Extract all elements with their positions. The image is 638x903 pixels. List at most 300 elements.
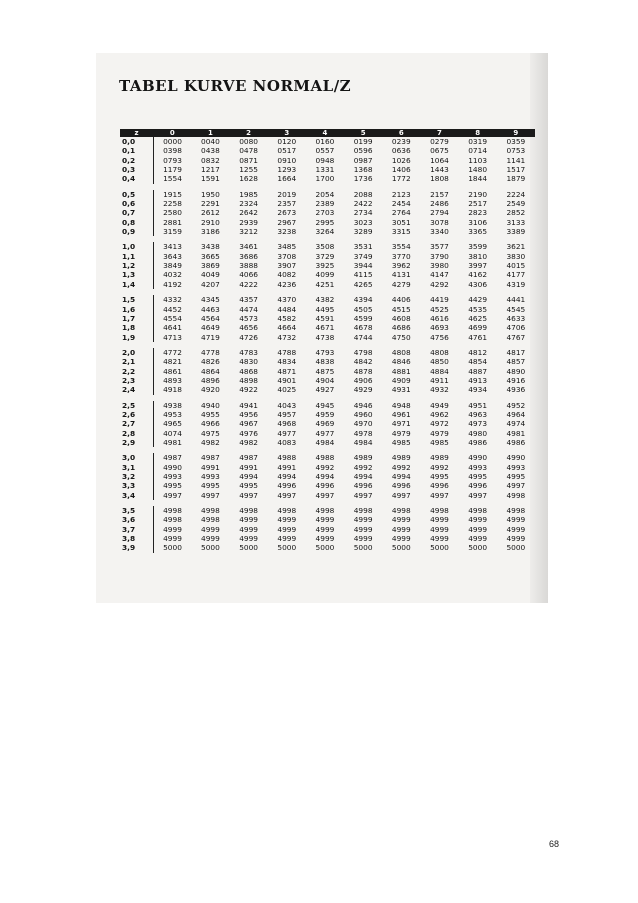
- probability-cell: 4608: [391, 313, 411, 323]
- probability-cell: 3023: [353, 217, 373, 227]
- z-table-body: [120, 137, 535, 553]
- probability-cell: 4940: [201, 400, 220, 410]
- probability-cell: 0753: [506, 146, 526, 156]
- probability-cell: 4535: [468, 304, 488, 314]
- probability-cell: 0557: [315, 146, 335, 156]
- probability-cell: 4798: [353, 347, 373, 357]
- probability-cell: 1517: [506, 165, 526, 175]
- probability-cell: 4332: [163, 295, 182, 305]
- probability-cell: 4929: [353, 385, 373, 395]
- probability-cell: 4999: [506, 515, 526, 525]
- probability-cell: 3643: [163, 251, 182, 261]
- probability-cell: 4922: [239, 385, 259, 395]
- probability-cell: 4838: [315, 357, 335, 367]
- probability-cell: 4992: [391, 462, 411, 472]
- probability-cell: 4999: [391, 534, 411, 544]
- probability-cell: 4993: [468, 462, 488, 472]
- probability-cell: 4994: [277, 472, 297, 481]
- probability-cell: 2580: [163, 208, 182, 218]
- probability-cell: 4043: [277, 400, 297, 410]
- probability-cell: 3686: [239, 251, 259, 261]
- probability-cell: 3749: [353, 251, 373, 261]
- probability-cell: 4419: [430, 295, 449, 305]
- probability-cell: 4699: [468, 323, 488, 333]
- probability-cell: 4966: [201, 419, 220, 429]
- probability-cell: 4999: [430, 534, 449, 544]
- probability-cell: 5000: [315, 543, 335, 553]
- table-row: [120, 543, 535, 552]
- probability-cell: 4998: [430, 506, 449, 516]
- probability-cell: 1950: [201, 189, 220, 199]
- probability-cell: 5000: [239, 543, 259, 553]
- probability-cell: 4525: [430, 304, 449, 314]
- probability-cell: 4997: [468, 490, 488, 500]
- probability-cell: 4999: [315, 524, 335, 534]
- probability-cell: 4357: [239, 295, 259, 305]
- probability-cell: 4973: [468, 419, 488, 429]
- probability-cell: 4948: [391, 400, 411, 410]
- probability-cell: 3078: [430, 217, 449, 227]
- probability-cell: 4997: [163, 490, 182, 500]
- probability-cell: 3389: [506, 227, 526, 237]
- probability-cell: 4998: [315, 506, 335, 516]
- probability-cell: 4131: [391, 270, 411, 280]
- probability-cell: 4999: [163, 534, 182, 544]
- probability-cell: 4817: [506, 347, 526, 357]
- z-table: [120, 129, 535, 553]
- table-row: [120, 305, 535, 314]
- probability-cell: 2995: [315, 217, 335, 227]
- probability-cell: 4881: [391, 366, 411, 376]
- probability-cell: 0080: [239, 137, 259, 146]
- probability-cell: 4993: [201, 472, 220, 481]
- probability-cell: 4370: [277, 295, 297, 305]
- probability-cell: 4909: [391, 375, 411, 385]
- probability-cell: 4916: [506, 375, 526, 385]
- probability-cell: 4406: [391, 295, 411, 305]
- probability-cell: 2054: [315, 189, 335, 199]
- probability-cell: 4429: [468, 295, 488, 305]
- probability-cell: 4394: [353, 295, 373, 305]
- header-3: 3: [284, 129, 290, 137]
- probability-cell: 4946: [353, 400, 373, 410]
- table-row: [120, 314, 535, 323]
- probability-cell: 4878: [353, 366, 373, 376]
- probability-cell: 4756: [430, 332, 449, 342]
- probability-cell: 2324: [239, 199, 259, 209]
- probability-cell: 4984: [315, 437, 335, 447]
- probability-cell: 4995: [239, 481, 259, 491]
- probability-cell: 2881: [163, 217, 182, 227]
- probability-cell: 4999: [353, 524, 373, 534]
- probability-cell: 2291: [201, 199, 220, 209]
- probability-cell: 5000: [353, 543, 373, 553]
- probability-cell: 2642: [239, 208, 259, 218]
- probability-cell: 4382: [315, 295, 335, 305]
- probability-cell: 0517: [277, 146, 297, 156]
- table-row: [120, 165, 535, 174]
- probability-cell: 4693: [430, 323, 449, 333]
- probability-cell: 2734: [353, 208, 373, 218]
- probability-cell: 4974: [506, 419, 526, 429]
- probability-cell: 2703: [315, 208, 335, 218]
- table-row: [120, 506, 535, 515]
- probability-cell: 4821: [163, 357, 182, 367]
- probability-cell: 4991: [201, 462, 220, 472]
- probability-cell: 4979: [430, 428, 449, 438]
- probability-cell: 2852: [506, 208, 526, 218]
- probability-cell: 1985: [239, 189, 259, 199]
- probability-cell: 4898: [239, 375, 259, 385]
- probability-cell: 2258: [163, 199, 182, 209]
- probability-cell: 4936: [506, 385, 526, 395]
- z-value-cell: 2,8: [120, 429, 153, 438]
- probability-cell: 4998: [506, 490, 526, 500]
- probability-cell: 4999: [353, 515, 373, 525]
- probability-cell: 4911: [430, 375, 449, 385]
- z-value-cell: 0,8: [120, 218, 153, 227]
- probability-cell: 4986: [506, 437, 526, 447]
- probability-cell: 4972: [430, 419, 449, 429]
- probability-cell: 4955: [201, 409, 220, 419]
- probability-cell: 4994: [239, 472, 259, 481]
- header-5: 5: [360, 129, 366, 137]
- probability-cell: 4931: [391, 385, 411, 395]
- probability-cell: 0120: [277, 137, 297, 146]
- probability-cell: 4826: [201, 357, 220, 367]
- probability-cell: 4996: [315, 481, 335, 491]
- probability-cell: 4913: [468, 375, 488, 385]
- z-value-cell: 3,0: [120, 453, 153, 462]
- z-value-cell: 3,8: [120, 534, 153, 543]
- probability-cell: 4850: [430, 357, 449, 367]
- probability-cell: 4997: [277, 490, 297, 500]
- probability-cell: 4976: [239, 428, 259, 438]
- probability-cell: 4985: [430, 437, 449, 447]
- probability-cell: 4999: [277, 515, 297, 525]
- probability-cell: 4981: [163, 437, 182, 447]
- probability-cell: 4032: [163, 270, 182, 280]
- probability-cell: 4991: [277, 462, 297, 472]
- probability-cell: 4099: [315, 270, 335, 280]
- probability-cell: 3849: [163, 261, 182, 271]
- probability-cell: 4995: [468, 472, 488, 481]
- probability-cell: 4999: [163, 524, 182, 534]
- probability-cell: 4083: [277, 437, 297, 447]
- probability-cell: 4989: [391, 453, 411, 463]
- probability-cell: 1217: [201, 165, 220, 175]
- probability-cell: 0239: [391, 137, 411, 146]
- probability-cell: 0359: [506, 137, 526, 146]
- probability-cell: 2190: [468, 189, 488, 199]
- probability-cell: 4938: [163, 400, 182, 410]
- probability-cell: 0675: [430, 146, 449, 156]
- probability-cell: 4564: [201, 313, 220, 323]
- probability-cell: 4761: [468, 332, 488, 342]
- probability-cell: 3962: [391, 261, 411, 271]
- probability-cell: 4251: [315, 279, 335, 289]
- probability-cell: 4957: [277, 409, 297, 419]
- probability-cell: 4808: [430, 347, 449, 357]
- probability-cell: 0596: [353, 146, 373, 156]
- z-value-cell: 0,7: [120, 208, 153, 217]
- probability-cell: 4999: [391, 524, 411, 534]
- z-value-cell: 3,9: [120, 543, 153, 552]
- probability-cell: 0199: [353, 137, 373, 146]
- probability-cell: 3770: [391, 251, 411, 261]
- probability-cell: 4441: [506, 295, 526, 305]
- probability-cell: 3413: [163, 242, 182, 252]
- probability-cell: 4999: [277, 534, 297, 544]
- probability-cell: 3289: [353, 227, 373, 237]
- probability-cell: 4842: [353, 357, 373, 367]
- probability-cell: 4896: [201, 375, 220, 385]
- z-value-cell: 2,0: [120, 348, 153, 357]
- table-row: [120, 429, 535, 438]
- probability-cell: 4992: [315, 462, 335, 472]
- probability-cell: 4995: [430, 472, 449, 481]
- probability-cell: 4115: [353, 270, 373, 280]
- probability-cell: 3051: [391, 217, 411, 227]
- probability-cell: 4192: [163, 279, 182, 289]
- table-row: [120, 525, 535, 534]
- probability-cell: 4649: [201, 323, 220, 333]
- probability-cell: 3708: [277, 251, 297, 261]
- probability-cell: 4996: [468, 481, 488, 491]
- header-6: 6: [398, 129, 404, 137]
- probability-cell: 4834: [277, 357, 297, 367]
- z-value-cell: 0,5: [120, 190, 153, 199]
- probability-cell: 4998: [353, 506, 373, 516]
- probability-cell: 2088: [353, 189, 373, 199]
- probability-cell: 2019: [277, 189, 297, 199]
- probability-cell: 3438: [201, 242, 220, 252]
- probability-cell: 4306: [468, 279, 488, 289]
- probability-cell: 4904: [315, 375, 335, 385]
- probability-cell: 1915: [163, 189, 182, 199]
- probability-cell: 4991: [239, 462, 259, 472]
- table-row: [120, 252, 535, 261]
- probability-cell: 4846: [391, 357, 411, 367]
- probability-cell: 3888: [239, 261, 259, 271]
- probability-cell: 4686: [391, 323, 411, 333]
- probability-cell: 4767: [506, 332, 526, 342]
- probability-cell: 1406: [391, 165, 411, 175]
- probability-cell: 4706: [506, 323, 526, 333]
- probability-cell: 3264: [315, 227, 335, 237]
- probability-cell: 0871: [239, 155, 259, 165]
- header-7: 7: [437, 129, 442, 137]
- probability-cell: 4993: [506, 462, 526, 472]
- probability-cell: 3212: [239, 227, 259, 237]
- probability-cell: 4495: [315, 304, 335, 314]
- probability-cell: 4222: [239, 279, 259, 289]
- probability-cell: 4893: [163, 375, 182, 385]
- probability-cell: 4857: [506, 357, 526, 367]
- probability-cell: 3238: [277, 227, 297, 237]
- table-row: [120, 261, 535, 270]
- probability-cell: 1255: [239, 165, 259, 175]
- probability-cell: 4452: [163, 304, 182, 314]
- table-row: [120, 401, 535, 410]
- probability-cell: 3106: [468, 217, 488, 227]
- z-value-cell: 3,3: [120, 481, 153, 490]
- probability-cell: 4918: [163, 385, 182, 395]
- header-0: 0: [169, 129, 175, 137]
- z-value-cell: 0,3: [120, 165, 153, 174]
- probability-cell: 3907: [277, 261, 297, 271]
- probability-cell: 3869: [201, 261, 220, 271]
- probability-cell: 4965: [163, 419, 182, 429]
- probability-cell: 0160: [315, 137, 335, 146]
- probability-cell: 0832: [201, 155, 220, 165]
- probability-cell: 4982: [201, 437, 220, 447]
- probability-cell: 0398: [163, 146, 182, 156]
- probability-cell: 4582: [277, 313, 297, 323]
- probability-cell: 4074: [163, 428, 182, 438]
- probability-cell: 4082: [277, 270, 297, 280]
- probability-cell: 0714: [468, 146, 488, 156]
- header-8: 8: [475, 129, 481, 137]
- probability-cell: 4998: [201, 515, 220, 525]
- z-value-cell: 3,2: [120, 472, 153, 481]
- z-value-cell: 3,1: [120, 463, 153, 472]
- table-row: [120, 218, 535, 227]
- z-table-header-row: [120, 129, 535, 137]
- scanned-page: [96, 53, 548, 603]
- probability-cell: 4554: [163, 313, 182, 323]
- probability-cell: 5000: [277, 543, 297, 553]
- probability-cell: 4641: [163, 323, 182, 333]
- probability-cell: 5000: [391, 543, 411, 553]
- z-value-cell: 3,4: [120, 491, 153, 500]
- probability-cell: 2612: [201, 208, 220, 218]
- probability-cell: 2517: [468, 199, 488, 209]
- probability-cell: 1331: [315, 165, 335, 175]
- probability-cell: 4996: [430, 481, 449, 491]
- probability-cell: 4573: [239, 313, 259, 323]
- probability-cell: 4998: [506, 506, 526, 516]
- probability-cell: 4345: [201, 295, 220, 305]
- probability-cell: 2486: [430, 199, 449, 209]
- probability-cell: 4890: [506, 366, 526, 376]
- probability-cell: 4545: [506, 304, 526, 314]
- table-row: [120, 472, 535, 481]
- table-row: [120, 463, 535, 472]
- probability-cell: 4887: [468, 366, 488, 376]
- probability-cell: 4207: [201, 279, 220, 289]
- probability-cell: 4998: [468, 506, 488, 516]
- probability-cell: 4986: [468, 437, 488, 447]
- probability-cell: 2454: [391, 199, 411, 209]
- probability-cell: 4719: [201, 332, 220, 342]
- z-value-cell: 2,1: [120, 357, 153, 366]
- probability-cell: 1480: [468, 165, 488, 175]
- probability-cell: 4985: [391, 437, 411, 447]
- probability-cell: 2910: [201, 217, 220, 227]
- probability-cell: 4505: [353, 304, 373, 314]
- table-row: [120, 357, 535, 366]
- z-value-cell: 1,1: [120, 252, 153, 261]
- probability-cell: 4934: [468, 385, 488, 395]
- header-9: 9: [513, 129, 519, 137]
- probability-cell: 4980: [468, 428, 488, 438]
- probability-cell: 4990: [506, 453, 526, 463]
- probability-cell: 4994: [315, 472, 335, 481]
- probability-cell: 5000: [506, 543, 526, 553]
- probability-cell: 3944: [353, 261, 373, 271]
- table-row: [120, 376, 535, 385]
- probability-cell: 0040: [201, 137, 220, 146]
- probability-cell: 4177: [506, 270, 526, 280]
- probability-cell: 4750: [391, 332, 411, 342]
- probability-cell: 0279: [430, 137, 449, 146]
- probability-cell: 4633: [506, 313, 526, 323]
- z-value-cell: 2,5: [120, 401, 153, 410]
- probability-cell: 4884: [430, 366, 449, 376]
- probability-cell: 4871: [277, 366, 297, 376]
- probability-cell: 4959: [315, 409, 335, 419]
- z-value-cell: 1,0: [120, 242, 153, 251]
- header-2: 2: [246, 129, 252, 137]
- table-row: [120, 146, 535, 155]
- probability-cell: 4989: [353, 453, 373, 463]
- table-row: [120, 270, 535, 279]
- probability-cell: 2224: [506, 189, 526, 199]
- probability-cell: 4162: [468, 270, 488, 280]
- z-value-cell: 1,2: [120, 261, 153, 270]
- table-row: [120, 280, 535, 289]
- probability-cell: 3159: [163, 227, 182, 237]
- probability-cell: 4664: [277, 323, 297, 333]
- probability-cell: 2549: [506, 199, 526, 209]
- probability-cell: 1700: [315, 174, 335, 184]
- probability-cell: 4783: [239, 347, 259, 357]
- z-value-cell: 1,9: [120, 333, 153, 342]
- probability-cell: 4969: [315, 419, 335, 429]
- probability-cell: 4999: [468, 534, 488, 544]
- probability-cell: 4997: [201, 490, 220, 500]
- probability-cell: 2157: [430, 189, 449, 199]
- probability-cell: 3810: [468, 251, 488, 261]
- probability-cell: 2967: [277, 217, 297, 227]
- probability-cell: 5000: [468, 543, 488, 553]
- probability-cell: 4999: [201, 534, 220, 544]
- probability-cell: 5000: [201, 543, 220, 553]
- probability-cell: 2389: [315, 199, 335, 209]
- probability-cell: 4995: [201, 481, 220, 491]
- probability-cell: 4964: [506, 409, 526, 419]
- probability-cell: 3461: [239, 242, 259, 252]
- table-row: [120, 348, 535, 357]
- probability-cell: 3133: [506, 217, 526, 227]
- probability-cell: 4994: [353, 472, 373, 481]
- z-value-cell: 2,4: [120, 385, 153, 394]
- probability-cell: 4999: [468, 515, 488, 525]
- probability-cell: 3186: [201, 227, 220, 237]
- table-row: [120, 385, 535, 394]
- probability-cell: 4738: [315, 332, 335, 342]
- probability-cell: 4995: [506, 472, 526, 481]
- probability-cell: 4949: [430, 400, 449, 410]
- probability-cell: 4830: [239, 357, 259, 367]
- probability-cell: 4982: [239, 437, 259, 447]
- probability-cell: 4998: [277, 506, 297, 516]
- probability-cell: 4927: [315, 385, 335, 395]
- probability-cell: 0478: [239, 146, 259, 156]
- probability-cell: 4901: [277, 375, 297, 385]
- probability-cell: 1628: [239, 174, 259, 184]
